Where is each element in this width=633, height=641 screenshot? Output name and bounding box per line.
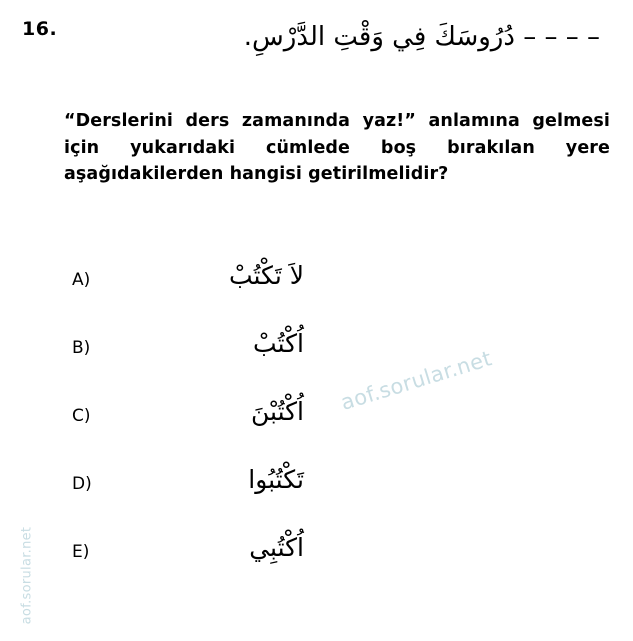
option-d[interactable] <box>64 456 584 524</box>
option-d-text: تَكْتُبُوا <box>248 465 304 494</box>
option-a-label: A) <box>72 270 91 290</box>
option-b[interactable] <box>64 320 584 388</box>
question-number: 16. <box>22 18 58 40</box>
option-e-label: E) <box>72 542 90 562</box>
option-c[interactable] <box>64 388 584 456</box>
option-e[interactable] <box>64 524 584 592</box>
option-a-text: لاَ تَكْتُبْ <box>228 261 304 290</box>
watermark-side: aof.sorular.net <box>19 526 35 625</box>
option-d-label: D) <box>72 474 92 494</box>
option-a[interactable] <box>64 252 584 320</box>
option-c-label: C) <box>72 406 91 426</box>
option-c-text: اُكْتُبْنَ <box>251 397 304 426</box>
option-b-label: B) <box>72 338 91 358</box>
answer-options-list <box>64 252 584 592</box>
option-b-text: اُكْتُبْ <box>253 329 304 358</box>
arabic-stem-text: – – – – دُرُوسَكَ فِي وَقْتِ الدَّرْسِ. <box>243 22 600 52</box>
watermark-main: aof.sorular.net <box>338 346 495 415</box>
question-prompt: “Derslerini ders zamanında yaz!” anlamına gelmesi için yukarıdaki cümlede boş bırakılan yere aşağıdakilerden hangisi getirilmelidir? <box>64 111 610 185</box>
option-e-text: اُكْتُبِي <box>249 533 304 562</box>
